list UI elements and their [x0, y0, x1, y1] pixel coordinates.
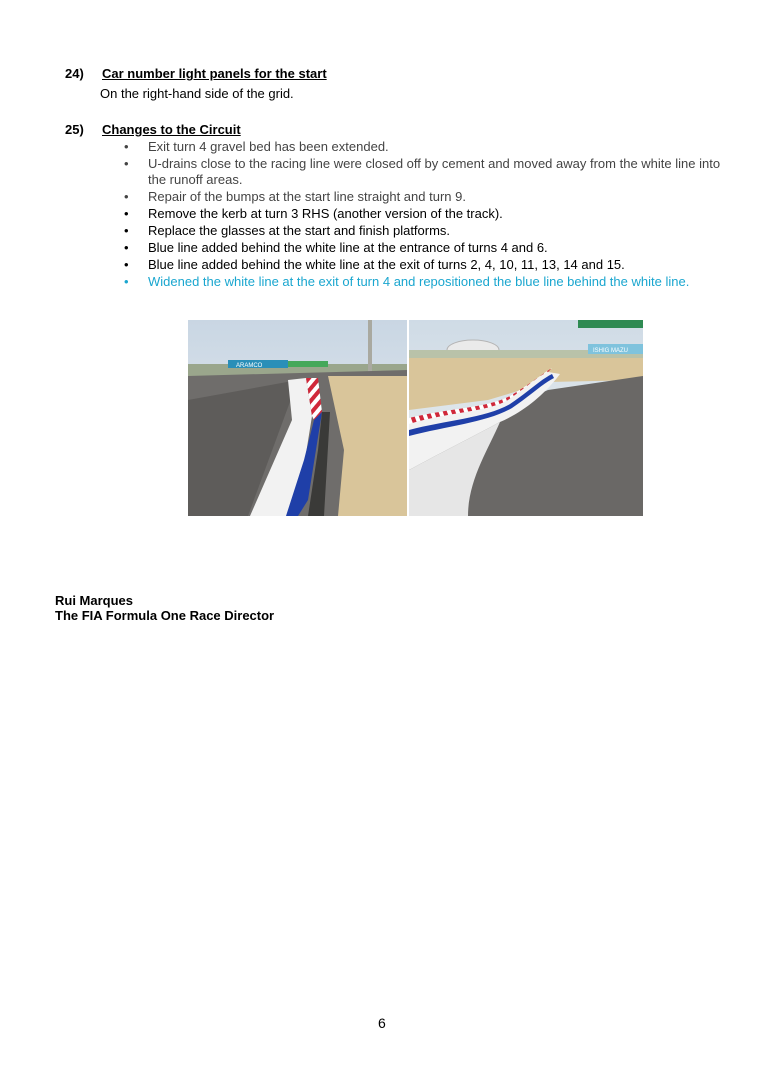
- circuit-photos: [188, 320, 643, 516]
- circuit-changes-list: [124, 139, 724, 291]
- list-item-text: Repair of the bumps at the start line straight and turn 9.: [148, 189, 466, 204]
- turn-4-exit-photos: [188, 320, 643, 516]
- list-item-text: Remove the kerb at turn 3 RHS (another version of the track).: [148, 206, 503, 221]
- bullet-marker: •: [124, 139, 129, 154]
- list-item: [124, 274, 724, 290]
- list-item-text: Replace the glasses at the start and finish platforms.: [148, 223, 451, 238]
- photo-right: [409, 320, 643, 516]
- list-item-text: Blue line added behind the white line at the exit of turns 2, 4, 10, 11, 13, 14 and 15.: [148, 257, 625, 272]
- bullet-marker: •: [124, 206, 129, 221]
- page-number: 6: [378, 1015, 386, 1031]
- section-25-title: Changes to the Circuit: [102, 122, 241, 137]
- list-item-text: U-drains close to the racing line were closed off by cement and moved away from the white line into the runoff areas.: [148, 156, 721, 187]
- signatory-name: Rui Marques: [55, 593, 134, 608]
- list-item-text: Widened the white line at the exit of turn 4 and repositioned the blue line behind the white line.: [148, 274, 690, 289]
- bullet-marker: •: [124, 240, 129, 255]
- list-item: [124, 206, 724, 222]
- list-item: [124, 257, 724, 273]
- photo-sign-text-right: ISHIG MAZU: [593, 348, 629, 354]
- bullet-marker: •: [124, 274, 129, 289]
- section-24-title: Car number light panels for the start: [102, 66, 327, 81]
- list-item: [124, 240, 724, 256]
- section-24-number: 24): [65, 66, 84, 81]
- section-24-text: On the right-hand side of the grid.: [100, 86, 294, 101]
- section-25-number: 25): [65, 122, 84, 137]
- list-item-text: Blue line added behind the white line at the entrance of turns 4 and 6.: [148, 240, 548, 255]
- list-item-text: Exit turn 4 gravel bed has been extended.: [148, 139, 389, 154]
- photo-left: [188, 320, 408, 516]
- bullet-marker: •: [124, 257, 129, 272]
- bullet-marker: •: [124, 223, 129, 238]
- signatory-role: The FIA Formula One Race Director: [55, 608, 275, 623]
- bullet-marker: •: [124, 189, 129, 204]
- photo-sign-text-left: ARAMCO: [236, 363, 263, 369]
- list-item: [124, 156, 724, 188]
- list-item: [124, 223, 724, 239]
- list-item: [124, 139, 724, 155]
- list-item: [124, 189, 724, 205]
- bullet-marker: •: [124, 156, 129, 171]
